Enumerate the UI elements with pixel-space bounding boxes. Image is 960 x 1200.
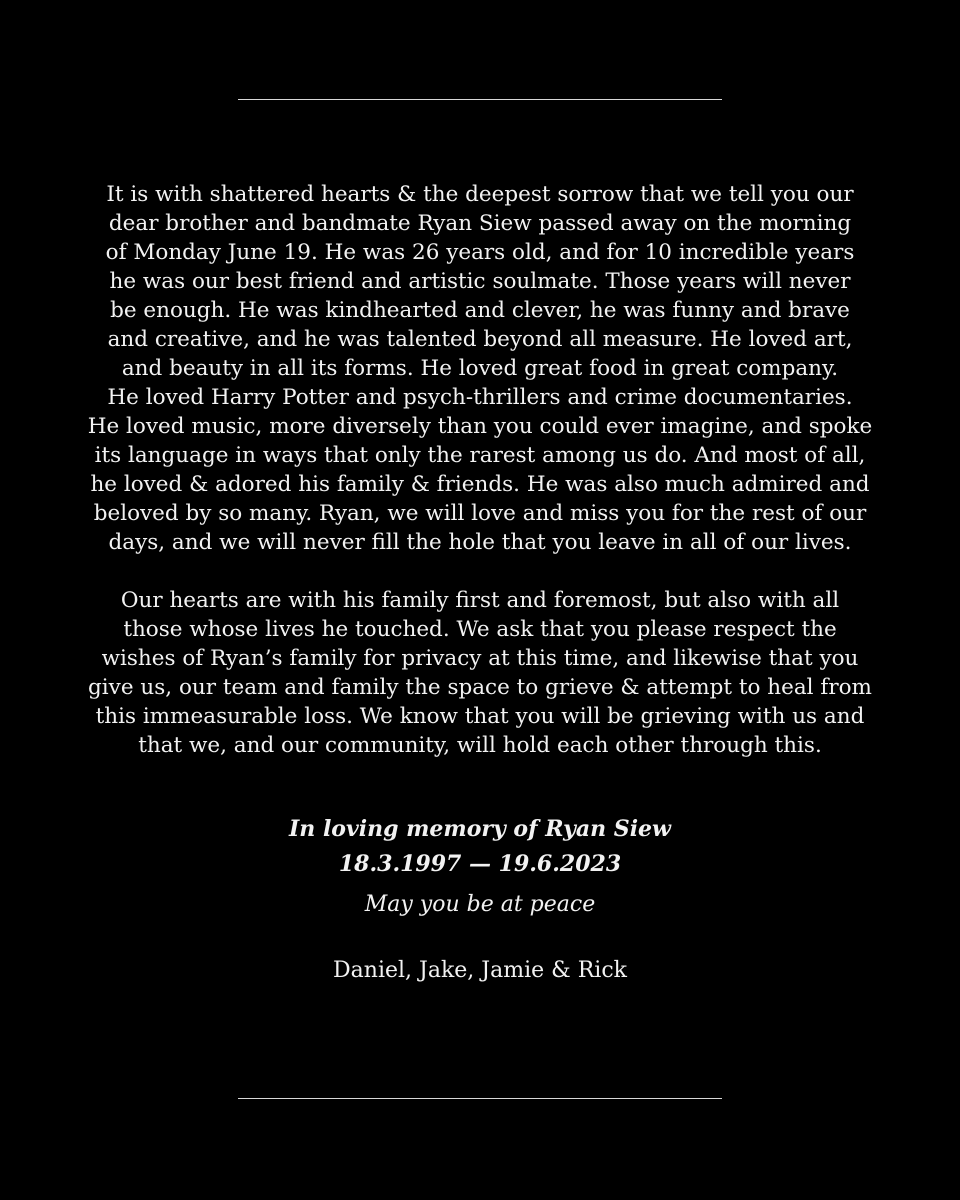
paragraph-line: that we, and our community, will hold each other through this.	[138, 733, 822, 758]
paragraph-line: give us, our team and family the space to grieve & attempt to heal from	[88, 675, 872, 700]
paragraph-line: of Monday June 19. He was 26 years old, and for 10 incredible years	[105, 240, 855, 265]
memorial-heading	[80, 812, 880, 882]
paragraph-line: those whose lives he touched. We ask that you please respect the	[123, 617, 837, 642]
paragraph-line: dear brother and bandmate Ryan Siew passed away on the morning	[108, 211, 852, 236]
statement-content	[80, 180, 880, 986]
signoff-names: Daniel, Jake, Jamie & Rick	[333, 958, 627, 983]
memorial-title: In loving memory of Ryan Siew	[289, 816, 671, 842]
paragraph-line: Our hearts are with his family first and foremost, but also with all	[120, 588, 840, 613]
paragraph-line: he loved & adored his family & friends. He was also much admired and	[90, 472, 870, 497]
statement-paragraph-1	[80, 180, 880, 557]
paragraph-line: wishes of Ryan’s family for privacy at this time, and likewise that you	[101, 646, 859, 671]
bottom-divider	[238, 1098, 722, 1099]
paragraph-line: and beauty in all its forms. He loved great food in great company.	[121, 356, 839, 381]
top-divider	[238, 99, 722, 100]
paragraph-line: its language in ways that only the rarest among us do. And most of all,	[94, 443, 866, 468]
paragraph-line: days, and we will never fill the hole that you leave in all of our lives.	[108, 530, 852, 555]
paragraph-line: be enough. He was kindhearted and clever, he was funny and brave	[110, 298, 850, 323]
paragraph-line: and creative, and he was talented beyond all measure. He loved art,	[107, 327, 853, 352]
paragraph-line: It is with shattered hearts & the deepest sorrow that we tell you our	[106, 182, 854, 207]
memorial-dates: 18.3.1997 — 19.6.2023	[338, 851, 622, 877]
paragraph-line: He loved music, more diversely than you could ever imagine, and spoke	[87, 414, 873, 439]
statement-paragraph-2	[80, 586, 880, 760]
paragraph-line: He loved Harry Potter and psych-thrillers and crime documentaries.	[107, 385, 853, 410]
paragraph-line: he was our best friend and artistic soulmate. Those years will never	[109, 269, 851, 294]
memorial-blessing: May you be at peace	[364, 892, 596, 917]
paragraph-line: beloved by so many. Ryan, we will love and miss you for the rest of our	[93, 501, 867, 526]
paragraph-line: this immeasurable loss. We know that you will be grieving with us and	[95, 704, 865, 729]
